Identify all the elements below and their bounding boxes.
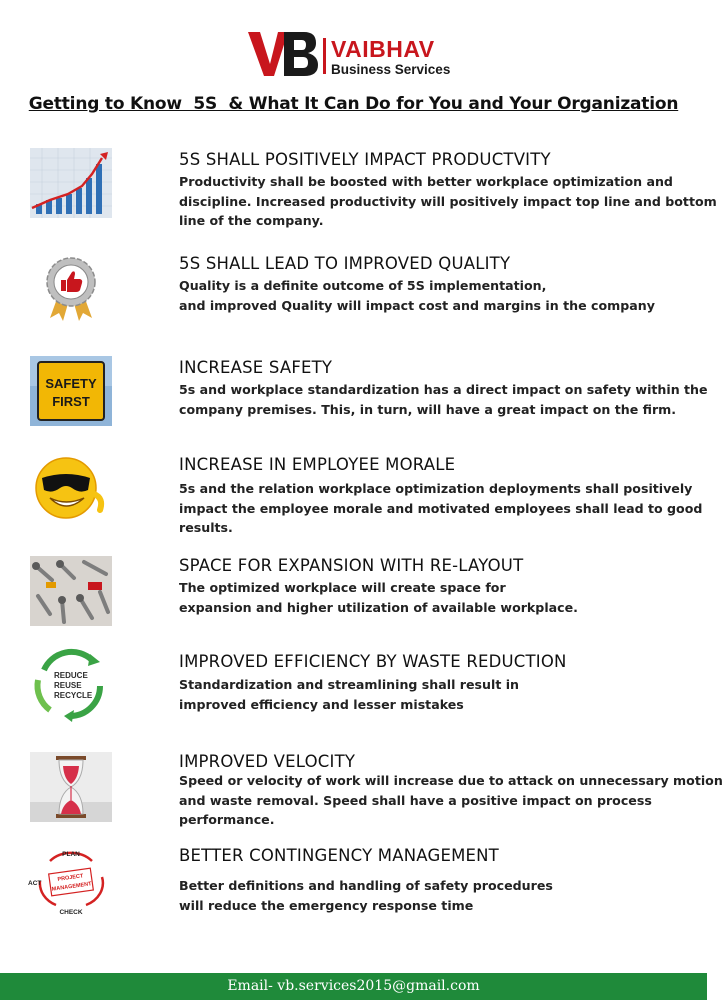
section-body [179,479,703,538]
body-line: results. [179,520,233,535]
section-body [179,276,679,315]
body-line: impact the employee morale and motivated employees shall lead to good [179,500,703,516]
section-body [179,876,679,915]
section-body [179,172,717,231]
section-body [179,771,723,830]
cycle-center-word: PROJECT [57,873,84,883]
recycle-word: REUSE [54,681,82,690]
section-title: IMPROVED VELOCITY [179,752,356,771]
hourglass-icon [30,752,112,822]
project-management-cycle-icon [30,847,112,917]
section-title: BETTER CONTINGENCY MANAGEMENT [179,846,499,865]
section-title: INCREASE IN EMPLOYEE MORALE [179,455,456,474]
footer-bar [0,973,707,1000]
section-title: INCREASE SAFETY [179,358,333,377]
body-line: 5s and the relation workplace optimization deployments shall positively [179,481,693,496]
body-line: Better definitions and handling of safety procedures [179,878,553,893]
section-title: 5S SHALL POSITIVELY IMPACT PRODUCTVITY [179,150,551,169]
body-line: 5s and workplace standardization has a direct impact on safety within the [179,382,708,397]
body-line: will reduce the emergency response time [179,897,474,913]
body-line: and improved Quality will impact cost and margins in the company [179,297,655,313]
tools-icon [30,556,112,626]
smiley-sunglasses-icon [30,454,112,524]
recycle-word: RECYCLE [54,691,93,700]
vb-logo-icon [248,30,318,78]
body-line: and waste removal. Speed shall have a positive impact on process [179,792,652,808]
section-title: 5S SHALL LEAD TO IMPROVED QUALITY [179,254,511,273]
body-line: expansion and higher utilization of available workplace. [179,599,578,615]
sign-text-line: FIRST [52,394,90,409]
page-title: Getting to Know 5S & What It Can Do for You and Your Organization [28,94,679,114]
body-line: Quality is a definite outcome of 5S implementation, [179,278,547,293]
logo-mark-text: VB [248,30,250,31]
body-line: company premises. This, in turn, will have a great impact on the firm. [179,401,677,417]
quality-badge-icon [30,252,112,322]
section-body [179,578,679,617]
cycle-word: ACT [28,880,42,887]
body-line: discipline. Increased productivity will positively impact top line and bottom [179,193,717,209]
body-line: Speed or velocity of work will increase due to attack on unnecessary motion [179,773,723,788]
section-title: SPACE FOR EXPANSION WITH RE-LAYOUT [179,556,524,575]
recycle-word: REDUCE [54,671,88,680]
section-body [179,380,708,419]
body-line: improved efficiency and lesser mistakes [179,696,464,712]
body-line: Standardization and streamlining shall result in [179,677,520,692]
safety-first-sign-icon [30,356,112,426]
section-title: IMPROVED EFFICIENCY BY WASTE REDUCTION [179,652,567,671]
company-logo [248,30,463,80]
footer-email[interactable]: Email- vb.services2015@gmail.com [227,978,480,994]
reduce-reuse-recycle-icon [30,650,112,720]
body-line: The optimized workplace will create space for [179,580,506,595]
cycle-center-word: MANAGEMENT [51,881,92,893]
cycle-word: PLAN [62,851,80,858]
cycle-word: CHECK [59,909,83,916]
brand-name: VAIBHAV [331,36,435,62]
brand-subtitle: Business Services [331,62,451,77]
growth-chart-icon [30,148,112,218]
body-line: performance. [179,812,275,827]
sign-text-line: SAFETY [45,376,97,391]
logo-divider [323,38,326,74]
section-body [179,675,679,714]
body-line: Productivity shall be boosted with better workplace optimization and [179,174,673,189]
body-line: line of the company. [179,213,324,228]
